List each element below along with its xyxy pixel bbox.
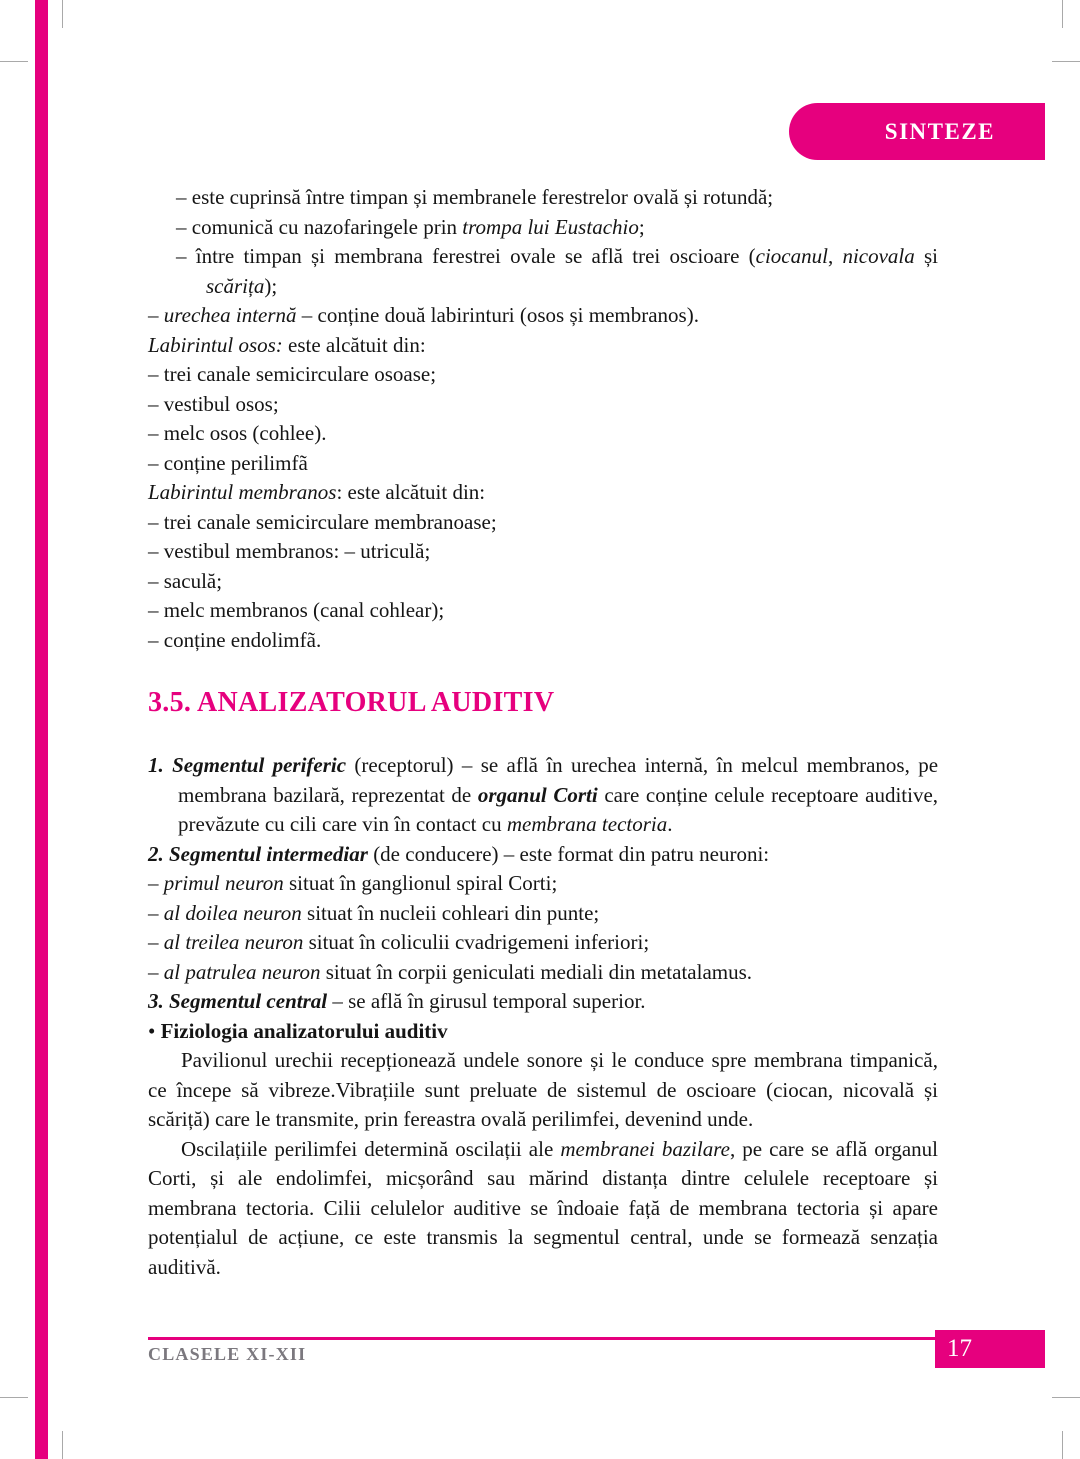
crop-mark xyxy=(1052,61,1080,62)
section-heading: 3.5. ANALIZATORUL AUDITIV xyxy=(148,687,555,718)
page-number: 17 xyxy=(947,1335,972,1362)
lead-line: Labirintul osos: este alcătuit din: xyxy=(148,332,426,357)
left-margin-bar xyxy=(35,0,48,1459)
list-item: – conține endolimfã. xyxy=(148,627,322,652)
crop-mark xyxy=(1062,0,1063,28)
list-item: – trei canale semicirculare membranoase; xyxy=(148,509,497,534)
list-item: – comunică cu nazofaringele prin trompa lui Eustachio; xyxy=(176,214,645,239)
crop-mark xyxy=(0,1397,28,1398)
sinteze-badge-label: SINTEZE xyxy=(884,118,995,144)
list-item: – al treilea neuron situat în coliculii cvadrigemeni inferiori; xyxy=(148,930,650,954)
list-item: – între timpan și membrana ferestrei ovale se află trei oscioare (ciocanul, nicovala și scărița); xyxy=(176,244,938,298)
footer-rule xyxy=(148,1337,935,1340)
crop-mark xyxy=(62,1431,63,1459)
list-item: – vestibul membranos: – utriculă; xyxy=(148,539,431,563)
numbered-item: 1. Segmentul periferic (receptorul) – se află în urechea internă, în melcul membranos, pe membrana bazilară, reprezentat de organul Corti care conține celule receptoare auditive, prevăzute cu cili care vin în contact cu membrana tectoria. xyxy=(148,753,939,836)
page-number-box xyxy=(935,1330,1045,1368)
sinteze-badge xyxy=(789,103,1045,160)
list-item: – este cuprinsă între timpan și membranele ferestrelor ovală și rotundă; xyxy=(176,185,774,209)
crop-mark xyxy=(1052,1397,1080,1398)
list-item: – al doilea neuron situat în nucleii cohleari din punte; xyxy=(148,900,600,925)
list-item: – trei canale semicirculare osoase; xyxy=(148,362,437,386)
list-item: – melc osos (cohlee). xyxy=(148,421,327,445)
crop-mark xyxy=(0,61,28,62)
crop-mark xyxy=(1062,1431,1063,1459)
paragraph: Oscilațiile perilimfei determină oscilații ale membranei bazilare, pe care se află organul Corti, și ale endolimfei, micșorând sau mărind distanța dintre celulele receptoare și membrana tectoria. Cilii celulelor auditive se îndoaie față de membrana tectoria și apare potențialul de acțiune, ce este transmis la segmentul central, unde se formează senzația auditivă. xyxy=(148,1136,938,1279)
paragraph: Pavilionul urechii recepționează undele sonore și le conduce spre membrana timpanică, ce începe să vibreze.Vibrațiile sunt preluate de sistemul de oscioare (ciocan, nicovală și scăriță) care le transmite, prin fereastra ovală perilimfei, devenind unde. xyxy=(148,1048,938,1131)
bullet-item: • Fiziologia analizatorului auditiv xyxy=(148,1018,448,1043)
list-item: – primul neuron situat în ganglionul spiral Corti; xyxy=(148,871,558,895)
crop-mark xyxy=(62,0,63,28)
lead-line: Labirintul membranos: este alcătuit din: xyxy=(148,480,486,504)
page-body xyxy=(148,183,938,1282)
list-item: – al patrulea neuron situat în corpii geniculati mediali din metatalamus. xyxy=(148,959,753,984)
list-item: – melc membranos (canal cohlear); xyxy=(148,598,445,622)
list-item: – vestibul osos; xyxy=(148,391,279,416)
list-item: – conține perilimfã xyxy=(148,450,308,475)
list-item: – urechea internă – conține două labirinturi (osos și membranos). xyxy=(148,303,699,327)
numbered-item: 2. Segmentul intermediar (de conducere) – este format din patru neuroni: xyxy=(148,841,770,866)
footer-class-label: CLASELE XI-XII xyxy=(148,1344,307,1364)
numbered-item: 3. Segmentul central – se află în girusul temporal superior. xyxy=(148,989,646,1013)
list-item: – saculă; xyxy=(148,568,223,593)
